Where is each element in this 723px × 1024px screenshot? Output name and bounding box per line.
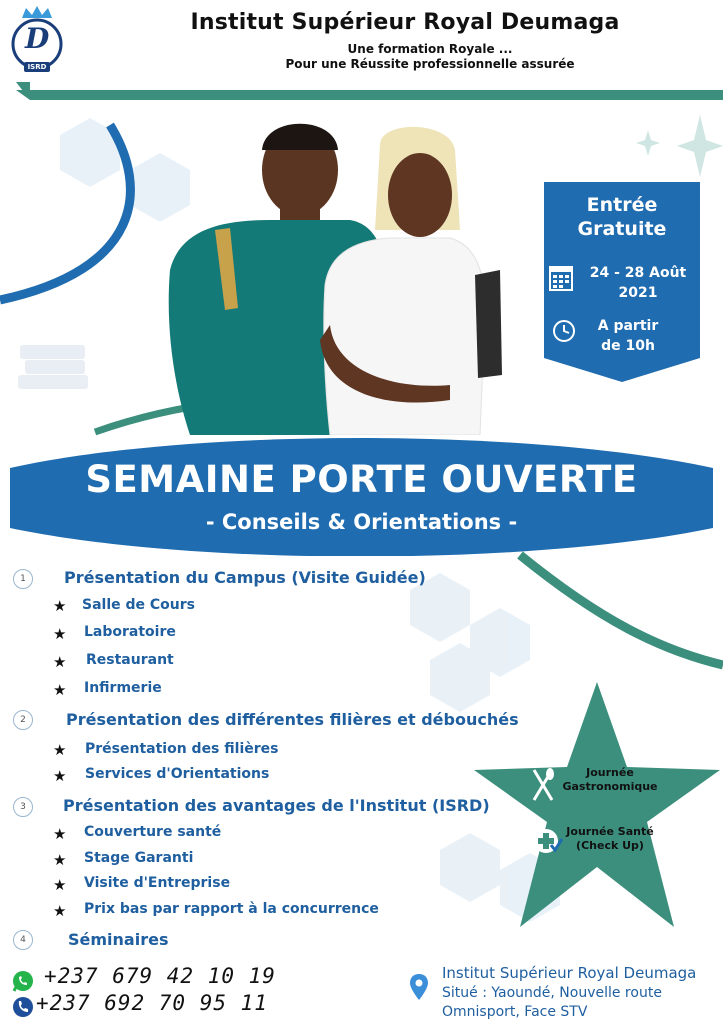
section-3-item-4: Prix bas par rapport à la concurrence [84, 901, 379, 917]
entry-free-label [555, 193, 689, 241]
event-subtitle: - Conseils & Orientations - [205, 510, 518, 534]
section-2-item-1: Présentation des filières [85, 741, 279, 757]
section-2-item-2: Services d'Orientations [85, 766, 270, 782]
events-star [470, 682, 723, 932]
entry-dates-line-2: 2021 [618, 285, 658, 301]
whatsapp-number[interactable]: +237 679 42 10 19 [44, 964, 276, 988]
section-3-item-2: Stage Garanti [84, 850, 194, 866]
section-3-item-3: Visite d'Entreprise [84, 875, 231, 891]
section-3-number: 3 [13, 797, 33, 817]
calendar-icon [548, 262, 574, 292]
section-1-item-4: Infirmerie [84, 680, 162, 696]
event-gastronomy-line-2: Gastronomique [562, 780, 658, 793]
event-gastronomy-line-1: Journée [586, 766, 634, 779]
entry-title-line-2: Gratuite [577, 218, 667, 240]
section-1-number: 1 [13, 569, 33, 589]
entry-dates [582, 263, 694, 303]
location-pin-icon [410, 974, 428, 1000]
section-1-item-1: Salle de Cours [82, 597, 195, 613]
star-icon: ★ [53, 876, 67, 894]
star-icon: ★ [53, 825, 67, 843]
logo-caption: ISRD [27, 63, 47, 71]
institute-title: Institut Supérieur Royal Deumaga [190, 10, 620, 35]
tagline-line-1: Une formation Royale ... [347, 42, 513, 56]
star-icon: ★ [53, 653, 67, 671]
address-line-3: Omnisport, Face STV [442, 1004, 588, 1020]
section-3-item-1: Couverture santé [84, 824, 222, 840]
phone-icon [12, 996, 34, 1018]
section-4-title: Séminaires [68, 930, 169, 949]
star-icon: ★ [53, 851, 67, 869]
star-icon: ★ [53, 767, 67, 785]
header-accent-bar [16, 82, 723, 100]
entry-time-line-2: de 10h [601, 338, 655, 354]
event-title: SEMAINE PORTE OUVERTE [85, 458, 638, 501]
entry-time-line-1: A partir [597, 318, 659, 334]
section-3-title: Présentation des avantages de l'Institut (ISRD) [63, 796, 490, 815]
entry-title-line-1: Entrée [586, 194, 658, 216]
event-health-line-1: Journée Santé [566, 825, 654, 838]
logo [8, 4, 66, 74]
tagline-line-2: Pour une Réussite professionnelle assurée [285, 57, 575, 71]
section-2-title: Présentation des différentes filières et débouchés [66, 710, 519, 729]
section-2-number: 2 [13, 710, 33, 730]
students-photo [130, 110, 530, 435]
star-icon: ★ [53, 902, 67, 920]
section-1-title: Présentation du Campus (Visite Guidée) [64, 568, 426, 587]
entry-dates-line-1: 24 - 28 Août [589, 265, 687, 281]
star-icon: ★ [53, 741, 67, 759]
phone-number[interactable]: +237 692 70 95 11 [36, 991, 268, 1015]
address-line-2: Situé : Yaoundé, Nouvelle route [442, 985, 662, 1001]
event-health-line-2: (Check Up) [576, 839, 644, 852]
entry-time [582, 316, 674, 356]
event-gastronomy [552, 766, 668, 794]
section-1-item-3: Restaurant [86, 652, 174, 668]
star-icon: ★ [53, 625, 67, 643]
clock-icon [551, 318, 577, 344]
event-health [555, 825, 665, 853]
address-line-1: Institut Supérieur Royal Deumaga [442, 964, 697, 982]
star-icon: ★ [53, 597, 67, 615]
section-1-item-2: Laboratoire [84, 624, 176, 640]
section-4-number: 4 [13, 930, 33, 950]
whatsapp-icon [12, 970, 34, 992]
logo-letter: D [25, 22, 50, 55]
star-icon: ★ [53, 681, 67, 699]
